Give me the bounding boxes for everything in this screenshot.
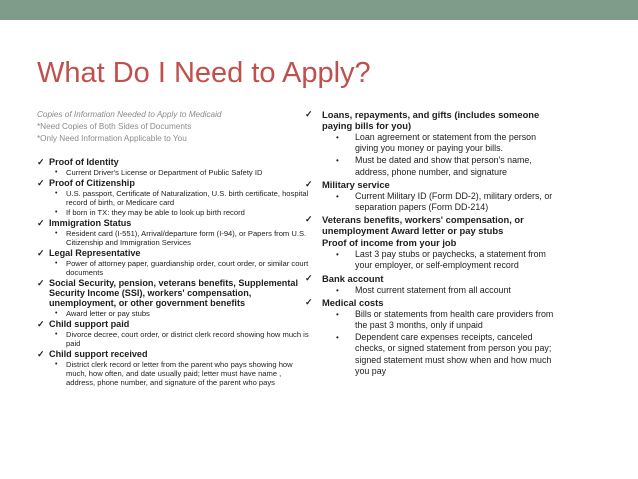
bullet-icon: • xyxy=(55,260,58,267)
medical-items xyxy=(322,309,558,377)
item-text: Last 3 pay stubs or paychecks, a statement from your employer, or self-employment record xyxy=(355,249,546,271)
item-text: U.S. passport, Certificate of Naturalization, U.S. birth certificate, hospital record of birth, or Medicare card xyxy=(66,189,309,207)
checkmark-icon: ✓ xyxy=(37,218,45,228)
income-items xyxy=(322,249,558,271)
citizenship-items xyxy=(49,189,311,217)
section-proof-of-citizenship xyxy=(37,178,311,188)
item-text: If born in TX: they may be able to look up birth record xyxy=(66,208,245,217)
list-item xyxy=(49,229,311,247)
section-heading: Military service xyxy=(322,178,390,190)
checkmark-icon: ✓ xyxy=(305,178,313,189)
item-text: Current Military ID (Form DD-2), military orders, or separation papers (Form DD-214) xyxy=(355,190,553,213)
bullet-icon: • xyxy=(55,310,58,317)
list-item xyxy=(322,309,558,331)
list-item xyxy=(49,168,311,177)
benefits-items xyxy=(49,309,311,318)
list-item xyxy=(322,285,558,296)
section-military-service xyxy=(305,178,558,190)
bullet-icon: • xyxy=(336,156,339,166)
item-text: Most current statement from all account xyxy=(355,284,511,295)
identity-items xyxy=(49,168,311,177)
item-text: District clerk record or letter from the parent who pays showing how much, how often, and date usually paid; letter must have name , address, phone number, and signature of the parent who pays xyxy=(66,360,293,387)
checkmark-icon: ✓ xyxy=(37,248,45,258)
checkmark-icon: ✓ xyxy=(37,349,45,359)
bullet-icon: • xyxy=(55,190,58,197)
loans-items xyxy=(322,132,558,178)
section-heading: Bank account xyxy=(322,272,384,284)
list-item xyxy=(49,208,311,217)
intro-note-both-sides: *Need Copies of Both Sides of Documents xyxy=(37,122,192,131)
section-bank-account xyxy=(305,272,558,284)
bullet-icon: • xyxy=(336,309,339,319)
section-child-support-received xyxy=(37,349,311,359)
bullet-icon: • xyxy=(336,191,339,201)
section-government-benefits xyxy=(37,278,311,308)
list-item xyxy=(49,330,311,348)
section-heading: Legal Representative xyxy=(49,248,141,258)
section-heading: Medical costs xyxy=(322,296,384,308)
intro-note-applicable: *Only Need Information Applicable to You xyxy=(37,134,187,143)
immigration-items xyxy=(49,229,311,247)
section-immigration-status xyxy=(37,218,311,228)
item-text: Must be dated and show that person's name, address, phone number, and signature xyxy=(355,155,532,177)
bullet-icon: • xyxy=(336,250,339,260)
section-medical-costs xyxy=(305,296,558,308)
intro-notes xyxy=(37,109,299,145)
list-item xyxy=(49,189,311,207)
section-heading: Immigration Status xyxy=(49,218,132,228)
right-column xyxy=(305,109,558,378)
item-text: Loan agreement or statement from the person giving you money or paying your bills. xyxy=(355,132,537,154)
top-accent-bar xyxy=(0,0,638,20)
list-item xyxy=(322,155,558,177)
support-paid-items xyxy=(49,330,311,348)
item-text: Bills or statements from health care providers from the past 3 months, only if unpaid xyxy=(355,308,554,331)
bullet-icon: • xyxy=(336,285,339,295)
checkmark-icon: ✓ xyxy=(37,157,45,167)
section-child-support-paid xyxy=(37,319,311,329)
checkmark-icon: ✓ xyxy=(305,214,313,225)
section-proof-of-identity xyxy=(37,157,311,167)
list-item xyxy=(49,360,311,387)
legal-items xyxy=(49,259,311,277)
section-loans-gifts xyxy=(305,109,558,131)
bullet-icon: • xyxy=(55,230,58,237)
section-heading: Veterans benefits, workers' compensation, or unemployment Award letter or pay stubs xyxy=(322,214,524,237)
item-text: Divorce decree, court order, or district clerk record showing how much is paid xyxy=(66,330,309,348)
checkmark-icon: ✓ xyxy=(305,296,313,307)
left-column xyxy=(37,157,311,388)
item-text: Power of attorney paper, guardianship order, court order, or similar court documents xyxy=(66,259,309,277)
checkmark-icon: ✓ xyxy=(37,278,45,288)
bullet-icon: • xyxy=(55,331,58,338)
section-heading: Proof of Citizenship xyxy=(49,178,135,188)
item-text: Dependent care expenses receipts, canceled checks, or signed statement from person you pay; signed statement must show when and how much you pay xyxy=(355,332,552,376)
item-text: Resident card (I-551), Arrival/departure form (I-94), or Papers from U.S. Citizenship and Immigration Services xyxy=(66,229,307,247)
checkmark-icon: ✓ xyxy=(37,178,45,188)
item-text: Current Driver's License or Department of Public Safety ID xyxy=(66,168,263,177)
bullet-icon: • xyxy=(55,169,58,176)
bullet-icon: • xyxy=(336,133,339,142)
bullet-icon: • xyxy=(55,361,58,368)
page-title: What Do I Need to Apply? xyxy=(37,57,371,89)
bank-items xyxy=(322,285,558,296)
checkmark-icon: ✓ xyxy=(305,272,313,283)
checkmark-icon: ✓ xyxy=(37,319,45,329)
list-item xyxy=(322,132,558,154)
checkmark-icon: ✓ xyxy=(305,109,313,119)
item-text: Award letter or pay stubs xyxy=(66,309,150,318)
military-items xyxy=(322,191,558,213)
section-heading: Loans, repayments, and gifts (includes someone paying bills for you) xyxy=(322,109,540,131)
bullet-icon: • xyxy=(336,333,339,343)
list-item xyxy=(322,332,558,377)
section-veterans-benefits xyxy=(305,214,558,237)
list-item xyxy=(322,191,558,213)
list-item xyxy=(322,249,558,271)
section-heading: Proof of Identity xyxy=(49,157,119,167)
support-received-items xyxy=(49,360,311,387)
section-proof-of-income: Proof of income from your job xyxy=(322,237,457,249)
list-item xyxy=(49,309,311,318)
section-heading: Social Security, pension, veterans benefits, Supplemental Security Income (SSI), workers' compensation, unemployment, or other government benefits xyxy=(49,278,298,308)
intro-lead: Copies of Information Needed to Apply to Medicaid xyxy=(37,110,222,119)
section-heading: Child support received xyxy=(49,349,148,359)
section-heading: Child support paid xyxy=(49,319,130,329)
section-legal-representative xyxy=(37,248,311,258)
bullet-icon: • xyxy=(55,209,58,216)
list-item xyxy=(49,259,311,277)
